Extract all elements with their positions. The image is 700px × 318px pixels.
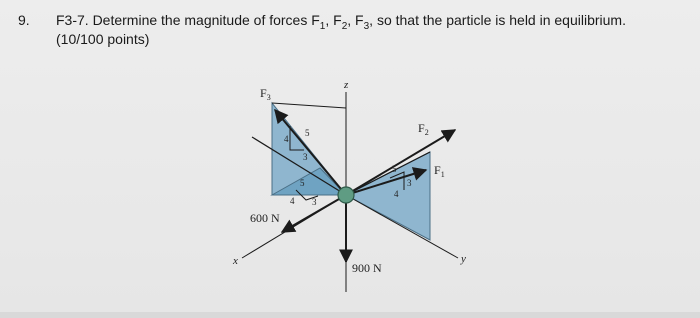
600n-label: 600 N [250,211,280,225]
subscript-1: 1 [319,20,326,32]
question-number: 9. [18,12,30,28]
base-tri-5: 5 [300,178,305,188]
base-tri-4: 4 [290,196,295,206]
subscript-2: 2 [341,20,348,32]
y-axis-label: y [461,253,466,265]
f2-tri-3: 3 [407,178,412,188]
f2-plane [346,152,430,240]
f2-tri-5: 5 [392,164,397,174]
x-axis-label: x [233,255,238,267]
f2-tri-4: 4 [394,189,399,199]
900n-label: 900 N [352,261,382,275]
particle [338,187,354,203]
base-tri-3: 3 [312,197,317,207]
question-text-suffix: , so that the particle is held in equilibrium. [369,12,626,28]
question-points: (10/100 points) [56,31,150,47]
f3-tri-5: 5 [305,128,310,138]
question-sep-1: , F [325,12,342,28]
question-sep-2: , F [347,12,364,28]
f1-label: $F_1$ [434,163,445,179]
bottom-edge [0,312,700,318]
f3-top-edge [272,103,346,108]
f3-tri-3: 3 [303,152,308,162]
subscript-3: 3 [363,20,370,32]
f3-tri-4: 4 [284,134,289,144]
f3-label: $F_3$ [260,86,271,102]
z-axis-label: z [344,79,349,91]
f2-label: $F_2$ [418,121,429,137]
question-text-prefix: F3-7. Determine the magnitude of forces F [56,12,320,28]
